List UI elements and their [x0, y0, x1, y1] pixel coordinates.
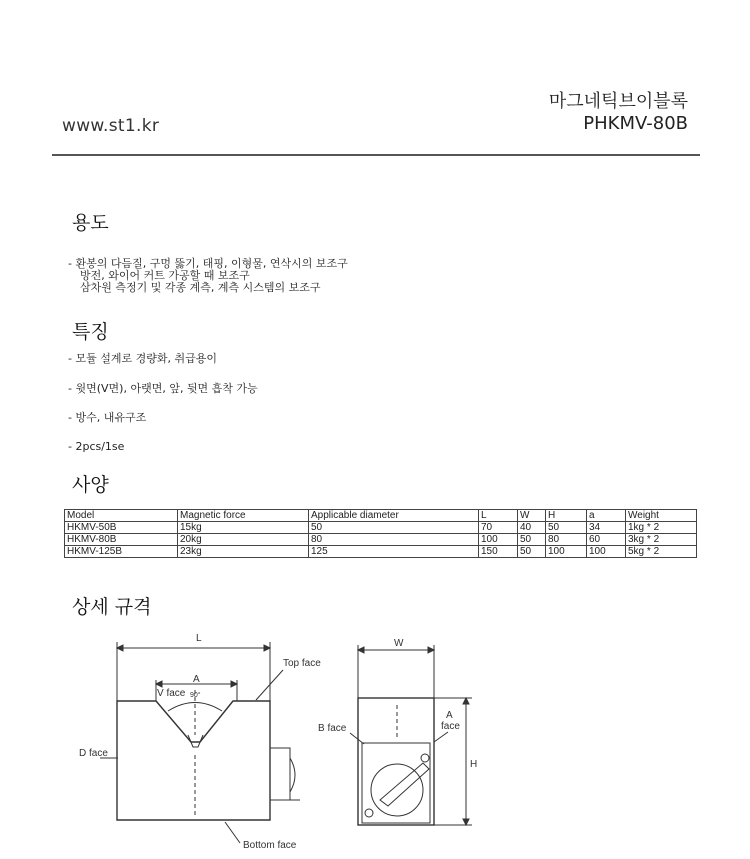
feature-item: - 방수, 내유구조 — [68, 411, 147, 424]
release-lever — [270, 748, 290, 800]
table-cell: 150 — [479, 546, 518, 558]
table-cell: 50 — [546, 522, 587, 534]
table-cell: 20kg — [178, 534, 309, 546]
table-cell: 100 — [587, 546, 626, 558]
col-header: Applicable diameter — [309, 510, 479, 522]
w-label: W — [394, 638, 404, 649]
top-face-label: Top face — [283, 658, 321, 669]
table-cell: 125 — [309, 546, 479, 558]
table-cell: 50 — [518, 546, 546, 558]
col-header: a — [587, 510, 626, 522]
col-header: H — [546, 510, 587, 522]
a-face-leader — [434, 732, 448, 742]
features-heading: 특징 — [72, 321, 109, 343]
table-cell: 80 — [546, 534, 587, 546]
table-cell: 15kg — [178, 522, 309, 534]
feature-item: - 모듈 설계로 경량화, 취급용이 — [68, 352, 217, 365]
table-cell: 34 — [587, 522, 626, 534]
col-header: Magnetic force — [178, 510, 309, 522]
table-cell: 1kg * 2 — [626, 522, 697, 534]
detail-heading: 상세 규격 — [72, 596, 152, 618]
usage-line: - 환봉의 다듬질, 구멍 뚫기, 태핑, 이형물, 연삭시의 보조구 — [68, 257, 348, 270]
bottom-face-label: Bottom face — [243, 840, 297, 851]
d-face-label: D face — [79, 748, 108, 759]
table-cell: 100 — [546, 546, 587, 558]
b-face-label: B face — [318, 723, 347, 734]
table-cell: HKMV-50B — [65, 522, 178, 534]
table-cell: 70 — [479, 522, 518, 534]
col-header: L — [479, 510, 518, 522]
screw-top — [421, 754, 429, 762]
l-label: L — [196, 633, 202, 644]
table-cell: 80 — [309, 534, 479, 546]
table-cell: 100 — [479, 534, 518, 546]
v-angle-label: 90° — [190, 692, 201, 699]
col-header: Weight — [626, 510, 697, 522]
table-cell: 23kg — [178, 546, 309, 558]
col-header: Model — [65, 510, 178, 522]
table-cell: HKMV-80B — [65, 534, 178, 546]
feature-item: - 2pcs/1se — [68, 440, 125, 453]
spec-heading: 사양 — [72, 474, 109, 496]
side-view — [350, 645, 472, 825]
product-model: PHKMV-80B — [583, 113, 688, 134]
v-groove-notch — [188, 735, 203, 747]
usage-line: 방전, 와이어 커트 가공할 때 보조구 — [80, 269, 250, 282]
v-face-label: V face — [157, 688, 186, 699]
table-cell: 50 — [309, 522, 479, 534]
v-block-body — [117, 701, 270, 820]
a-label: A — [193, 674, 200, 685]
table-cell: 40 — [518, 522, 546, 534]
col-header: W — [518, 510, 546, 522]
table-cell: 50 — [518, 534, 546, 546]
side-dial — [371, 764, 423, 816]
b-face-leader — [350, 733, 364, 744]
a-face-label: A — [446, 710, 453, 721]
h-label: H — [470, 759, 478, 770]
table-cell: 3kg * 2 — [626, 534, 697, 546]
site-url: www.st1.kr — [62, 116, 160, 136]
product-name-kr: 마그네틱브이블록 — [548, 91, 688, 112]
a-face-label: face — [441, 721, 460, 732]
usage-line: 삼차원 측정기 및 각종 계측, 계측 시스템의 보조구 — [80, 281, 321, 294]
table-cell: 60 — [587, 534, 626, 546]
lever-curve — [290, 758, 295, 792]
table-cell: 5kg * 2 — [626, 546, 697, 558]
feature-item: - 윗면(V면), 아랫면, 앞, 뒷면 흡착 가능 — [68, 382, 258, 395]
table-cell: HKMV-125B — [65, 546, 178, 558]
screw-bottom — [365, 809, 373, 817]
bottom-face-leader — [225, 822, 240, 843]
usage-heading: 용도 — [72, 212, 109, 234]
front-view — [100, 642, 300, 843]
